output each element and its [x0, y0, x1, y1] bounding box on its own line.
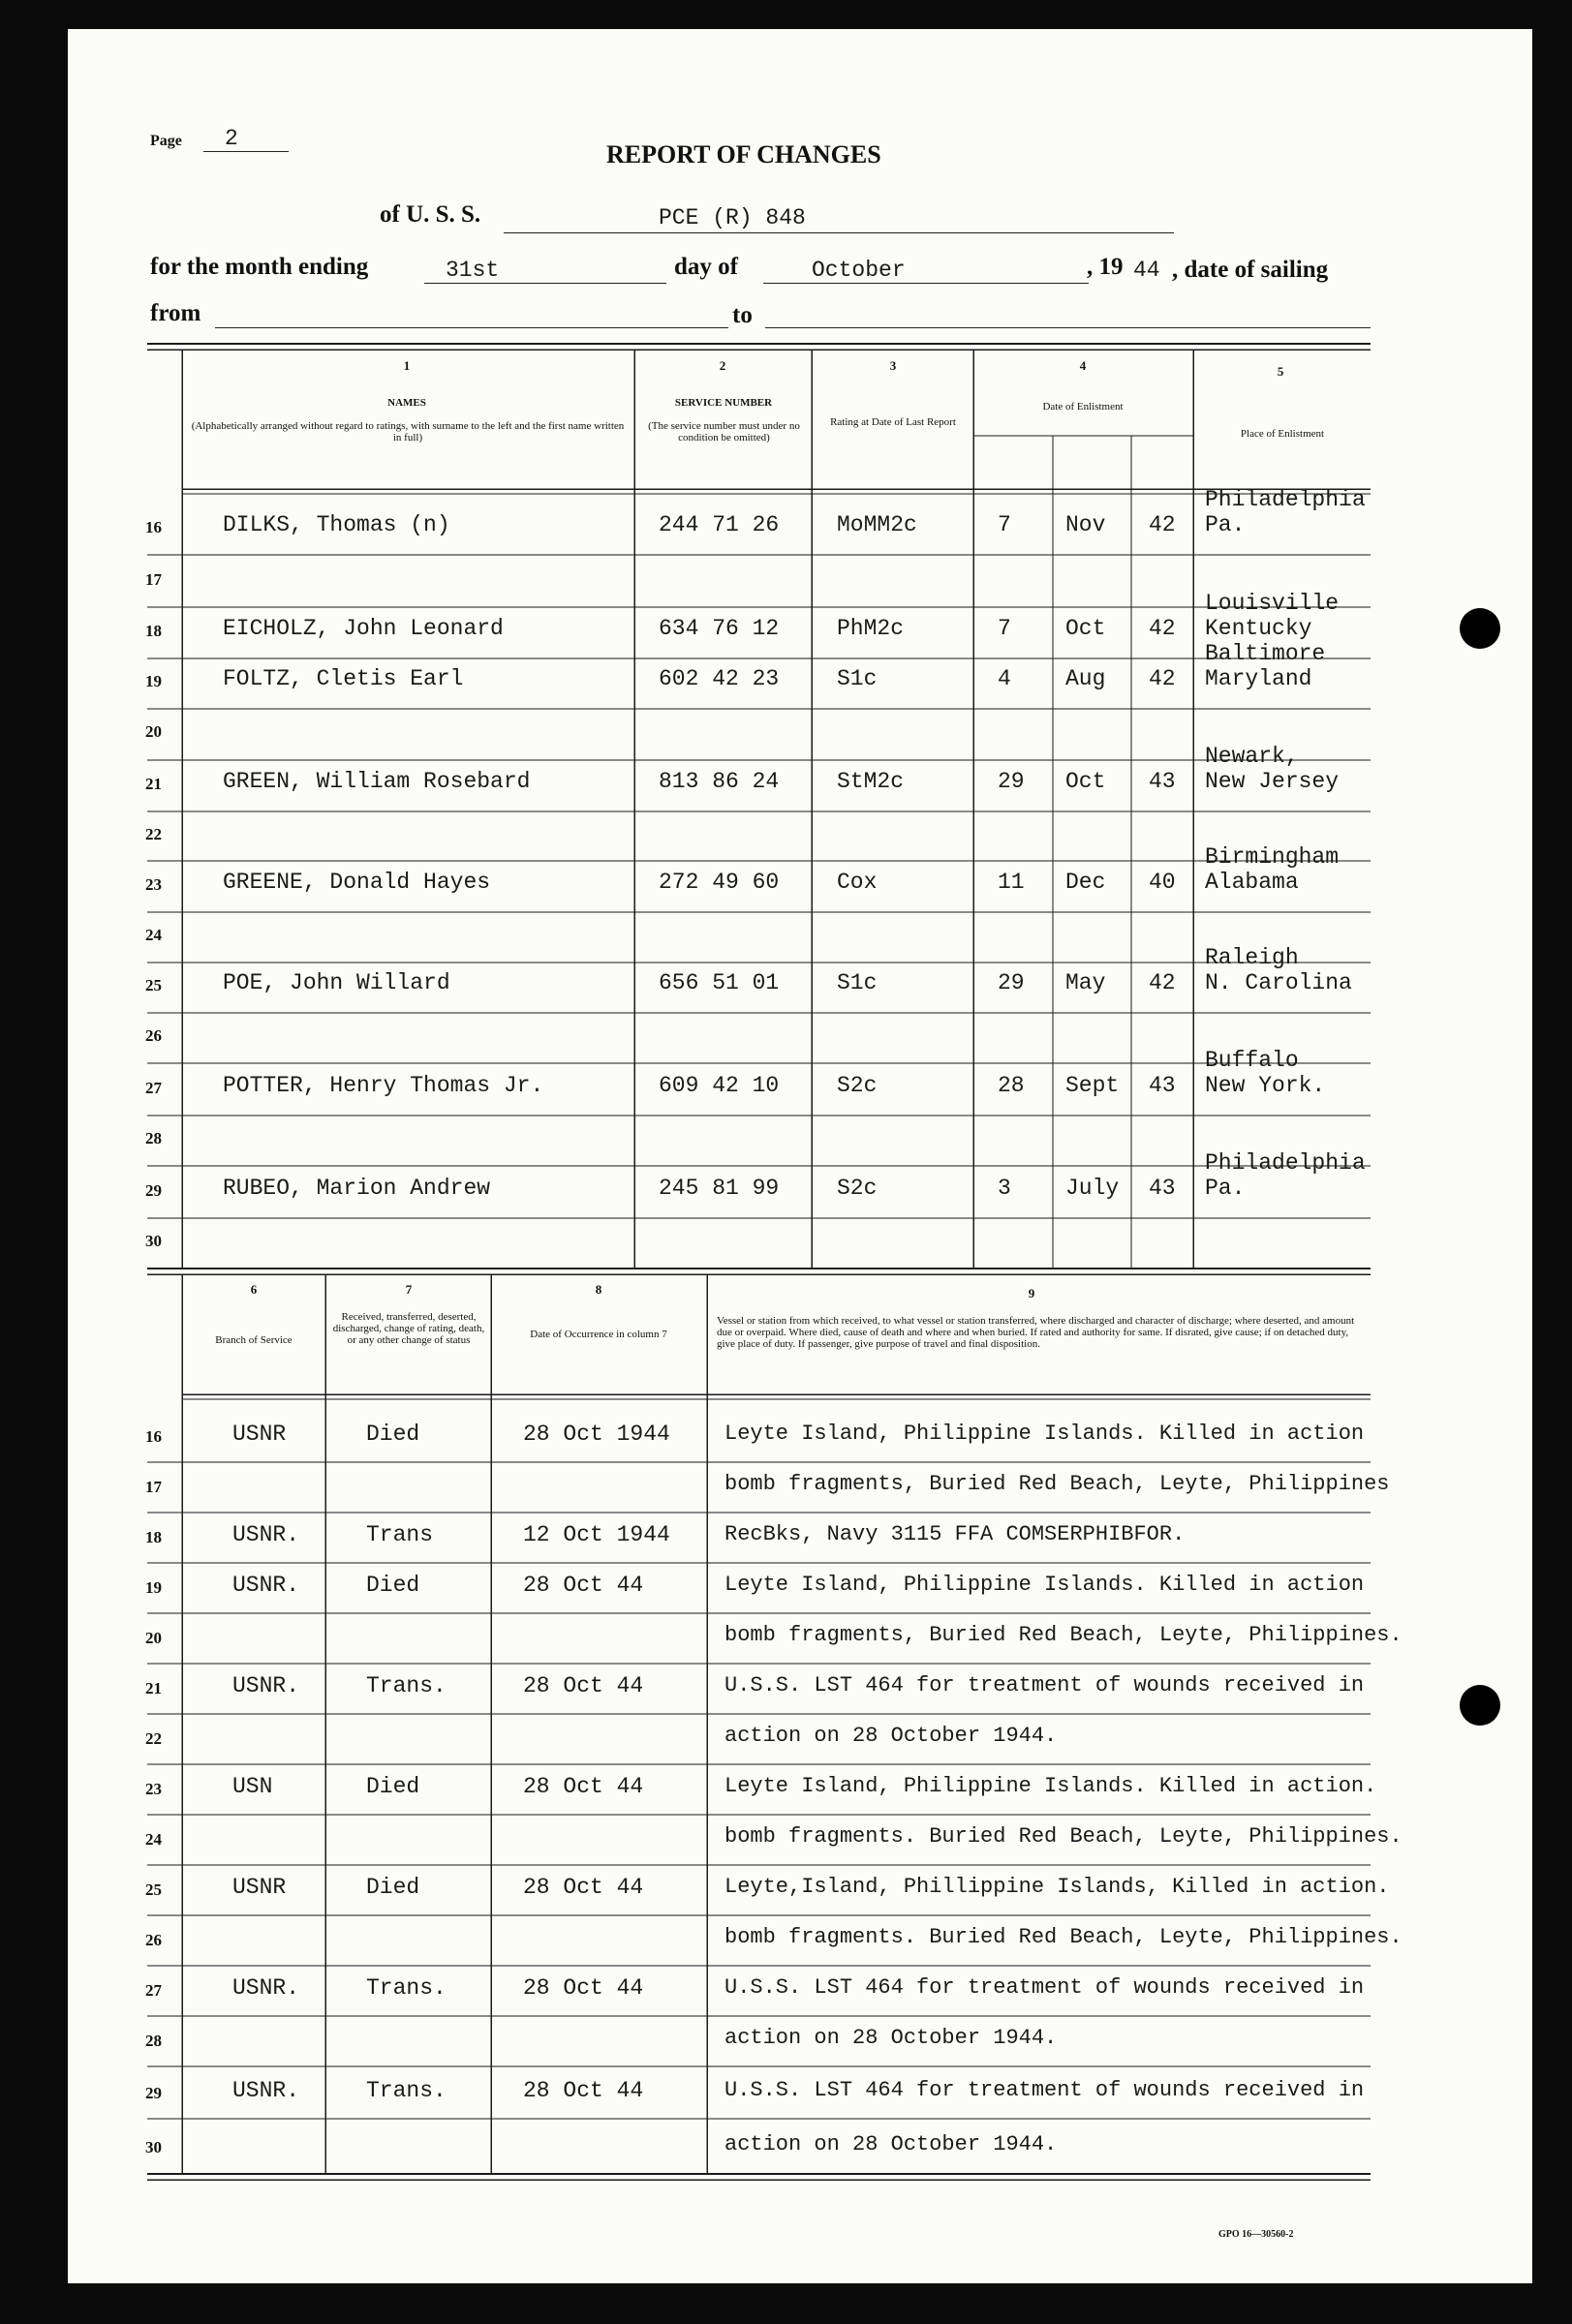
line-number: 28 [145, 1129, 162, 1147]
enlist-year-cell: 42 [1149, 666, 1176, 691]
enlist-month-cell: Oct [1065, 616, 1106, 641]
branch-cell: USNR. [232, 1522, 300, 1547]
enlist-place-state: N. Carolina [1205, 970, 1352, 995]
line-number: 23 [145, 875, 162, 894]
enlist-day-cell: 4 [998, 666, 1011, 691]
branch-cell: USNR. [232, 1975, 300, 2001]
enlist-place-state: Pa. [1205, 512, 1246, 537]
enlist-year-cell: 42 [1149, 512, 1176, 537]
remarks-cell: Leyte Island, Philippine Islands. Killed in action [724, 1422, 1365, 1446]
occurrence-date-cell: 28 Oct 44 [523, 1573, 644, 1598]
name-cell: DILKS, Thomas (n) [223, 512, 450, 537]
enlist-place-city: Newark, [1205, 744, 1299, 769]
line-number: 24 [145, 926, 162, 944]
enlist-place-city: Birmingham [1205, 844, 1340, 870]
line-number: 27 [145, 1079, 162, 1097]
enlist-month-cell: May [1065, 970, 1106, 995]
enlist-place-city: Baltimore [1205, 641, 1326, 666]
branch-cell: USN [232, 1774, 273, 1799]
service-number-cell: 245 81 99 [659, 1176, 780, 1201]
line-number: 23 [145, 1780, 162, 1798]
remarks-cell: bomb fragments, Buried Red Beach, Leyte, Philippines [724, 1472, 1390, 1496]
col2-title: SERVICE NUMBER [674, 397, 773, 409]
status-change-cell: Trans. [366, 2078, 447, 2103]
col8-number: 8 [595, 1282, 602, 1297]
line-number: 28 [145, 2032, 162, 2050]
line-number: 25 [145, 976, 162, 994]
col3-title: Rating at Date of Last Report [830, 416, 956, 428]
col7-title: Received, transferred, deserted, discharged, change of rating, death, or any other change of status [332, 1311, 485, 1346]
month-ending-label: for the month ending [150, 254, 369, 280]
col8-title: Date of Occurrence in column 7 [530, 1329, 667, 1340]
line-number: 22 [145, 825, 162, 843]
occurrence-date-cell: 28 Oct 44 [523, 1673, 644, 1698]
status-change-cell: Died [366, 1573, 420, 1598]
enlist-place-city: Louisville [1205, 591, 1340, 616]
to-label: to [732, 302, 753, 328]
line-number: 21 [145, 1679, 162, 1697]
name-cell: EICHOLZ, John Leonard [223, 616, 504, 641]
enlist-day-cell: 28 [998, 1073, 1025, 1098]
rating-cell: Cox [837, 870, 878, 895]
line-number: 30 [145, 1232, 162, 1250]
name-cell: POE, John Willard [223, 970, 450, 995]
remarks-cell: U.S.S. LST 464 for treatment of wounds received in [724, 2078, 1365, 2102]
remarks-cell: Leyte Island, Philippine Islands. Killed in action. [724, 1774, 1377, 1798]
col1-number: 1 [403, 358, 411, 373]
service-number-cell: 656 51 01 [659, 970, 780, 995]
enlist-place-city: Raleigh [1205, 945, 1299, 970]
enlist-year-cell: 40 [1149, 870, 1176, 895]
line-number: 26 [145, 1931, 162, 1949]
rating-cell: PhM2c [837, 616, 905, 641]
enlist-month-cell: Sept [1065, 1073, 1120, 1098]
status-change-cell: Died [366, 1774, 420, 1799]
rating-cell: S2c [837, 1176, 878, 1201]
page-label: Page [150, 133, 182, 149]
line-number: 17 [145, 1478, 162, 1496]
col4-number: 4 [1079, 358, 1087, 373]
line-number: 26 [145, 1026, 162, 1045]
service-number-cell: 272 49 60 [659, 870, 780, 895]
col7-number: 7 [405, 1282, 413, 1297]
report-year: 44 [1133, 258, 1160, 283]
remarks-cell: RecBks, Navy 3115 FFA COMSERPHIBFOR. [724, 1522, 1186, 1546]
enlist-month-cell: Nov [1065, 512, 1106, 537]
status-change-cell: Trans [366, 1522, 434, 1547]
line-number: 16 [145, 1427, 162, 1446]
rating-cell: S1c [837, 666, 878, 691]
occurrence-date-cell: 28 Oct 44 [523, 1875, 644, 1900]
col5-title: Place of Enlistment [1240, 428, 1325, 440]
remarks-cell: action on 28 October 1944. [724, 2026, 1058, 2050]
enlist-month-cell: July [1065, 1176, 1120, 1201]
status-change-cell: Died [366, 1422, 420, 1447]
branch-cell: USNR. [232, 1573, 300, 1598]
enlist-place-city: Philadelphia [1205, 1150, 1366, 1176]
service-number-cell: 634 76 12 [659, 616, 780, 641]
service-number-cell: 244 71 26 [659, 512, 780, 537]
enlist-day-cell: 7 [998, 616, 1011, 641]
line-number: 22 [145, 1729, 162, 1748]
remarks-cell: action on 28 October 1944. [724, 1724, 1058, 1748]
remarks-cell: Leyte,Island, Phillippine Islands, Killed in action. [724, 1875, 1390, 1899]
status-change-cell: Trans. [366, 1975, 447, 2001]
col4-title: Date of Enlistment [1042, 401, 1124, 413]
col3-number: 3 [889, 358, 897, 373]
enlist-year-cell: 43 [1149, 1176, 1176, 1201]
line-number: 17 [145, 570, 162, 589]
col1-title: NAMES [387, 397, 426, 409]
rating-cell: S2c [837, 1073, 878, 1098]
branch-cell: USNR. [232, 2078, 300, 2103]
page-title: REPORT OF CHANGES [606, 140, 881, 168]
rating-cell: StM2c [837, 769, 905, 794]
name-cell: POTTER, Henry Thomas Jr. [223, 1073, 544, 1098]
remarks-cell: action on 28 October 1944. [724, 2132, 1058, 2156]
remarks-cell: bomb fragments. Buried Red Beach, Leyte, Philippines. [724, 1824, 1402, 1849]
of-uss-label: of U. S. S. [380, 201, 481, 228]
report-month: October [812, 258, 906, 283]
occurrence-date-cell: 28 Oct 1944 [523, 1422, 670, 1447]
enlist-year-cell: 42 [1149, 970, 1176, 995]
enlist-day-cell: 7 [998, 512, 1011, 537]
status-change-cell: Died [366, 1875, 420, 1900]
name-cell: FOLTZ, Cletis Earl [223, 666, 464, 691]
enlist-day-cell: 11 [998, 870, 1025, 895]
name-cell: GREENE, Donald Hayes [223, 870, 491, 895]
form-code: GPO 16—30560-2 [1218, 2229, 1294, 2240]
line-number: 21 [145, 775, 162, 793]
enlist-day-cell: 29 [998, 970, 1025, 995]
line-number: 20 [145, 1629, 162, 1647]
line-number: 29 [145, 1181, 162, 1200]
line-number: 24 [145, 1830, 162, 1849]
branch-cell: USNR. [232, 1673, 300, 1698]
col2-number: 2 [719, 358, 726, 373]
enlist-month-cell: Oct [1065, 769, 1106, 794]
date-of-sailing-label: , date of sailing [1172, 257, 1329, 283]
line-number: 16 [145, 518, 162, 536]
branch-cell: USNR [232, 1875, 287, 1900]
enlist-day-cell: 29 [998, 769, 1025, 794]
line-number: 18 [145, 622, 162, 640]
col9-title: Vessel or station from which received, to what vessel or station transferred, where discharged and character of discharge; where deserted, and amount due or overpaid. Where died, cause of death and where and when buried. If rated and authority for same. If disrated, give cause; if on detached duty, give place of duty. If passenger, give purpose of travel and final disposition. [717, 1315, 1355, 1350]
enlist-place-city: Philadelphia [1205, 487, 1366, 512]
remarks-cell: bomb fragments. Buried Red Beach, Leyte, Philippines. [724, 1925, 1402, 1949]
line-number: 27 [145, 1981, 162, 2000]
line-number: 19 [145, 1578, 162, 1597]
page-number: 2 [225, 126, 238, 151]
line-number: 18 [145, 1528, 162, 1546]
remarks-cell: U.S.S. LST 464 for treatment of wounds received in [724, 1975, 1365, 2000]
status-change-cell: Trans. [366, 1673, 447, 1698]
occurrence-date-cell: 28 Oct 44 [523, 1774, 644, 1799]
enlist-year-cell: 43 [1149, 769, 1176, 794]
occurrence-date-cell: 12 Oct 1944 [523, 1522, 670, 1547]
report-day: 31st [446, 258, 500, 283]
col6-title: Branch of Service [215, 1334, 293, 1346]
occurrence-date-cell: 28 Oct 44 [523, 2078, 644, 2103]
col2-note: (The service number must under no condition be omitted) [648, 420, 800, 443]
name-cell: GREEN, William Rosebard [223, 769, 531, 794]
enlist-place-state: Maryland [1205, 666, 1312, 691]
line-number: 20 [145, 722, 162, 741]
service-number-cell: 813 86 24 [659, 769, 780, 794]
enlist-place-state: Kentucky [1205, 616, 1312, 641]
enlist-place-state: New Jersey [1205, 769, 1340, 794]
service-number-cell: 609 42 10 [659, 1073, 780, 1098]
enlist-year-cell: 43 [1149, 1073, 1176, 1098]
col5-number: 5 [1277, 364, 1284, 379]
year-prefix: , 19 [1087, 254, 1124, 280]
remarks-cell: Leyte Island, Philippine Islands. Killed in action [724, 1573, 1365, 1597]
day-of-label: day of [674, 254, 738, 280]
occurrence-date-cell: 28 Oct 44 [523, 1975, 644, 2001]
from-label: from [150, 300, 201, 326]
enlist-day-cell: 3 [998, 1176, 1011, 1201]
enlist-year-cell: 42 [1149, 616, 1176, 641]
branch-cell: USNR [232, 1422, 287, 1447]
col1-note: (Alphabetically arranged without regard to ratings, with surname to the left and the first name written in full) [191, 420, 625, 443]
line-number: 19 [145, 672, 162, 690]
name-cell: RUBEO, Marion Andrew [223, 1176, 491, 1201]
service-number-cell: 602 42 23 [659, 666, 780, 691]
enlist-place-state: Pa. [1205, 1176, 1246, 1201]
col6-number: 6 [250, 1282, 258, 1297]
enlist-month-cell: Dec [1065, 870, 1106, 895]
remarks-cell: bomb fragments, Buried Red Beach, Leyte, Philippines. [724, 1623, 1402, 1647]
enlist-place-state: Alabama [1205, 870, 1299, 895]
line-number: 25 [145, 1881, 162, 1899]
rating-cell: MoMM2c [837, 512, 917, 537]
enlist-place-state: New York. [1205, 1073, 1326, 1098]
enlist-month-cell: Aug [1065, 666, 1106, 691]
enlist-place-city: Buffalo [1205, 1048, 1299, 1073]
line-number: 29 [145, 2084, 162, 2102]
vessel-name: PCE (R) 848 [659, 205, 806, 230]
remarks-cell: U.S.S. LST 464 for treatment of wounds received in [724, 1673, 1365, 1697]
col9-number: 9 [1028, 1286, 1035, 1300]
line-number: 30 [145, 2138, 162, 2156]
rating-cell: S1c [837, 970, 878, 995]
